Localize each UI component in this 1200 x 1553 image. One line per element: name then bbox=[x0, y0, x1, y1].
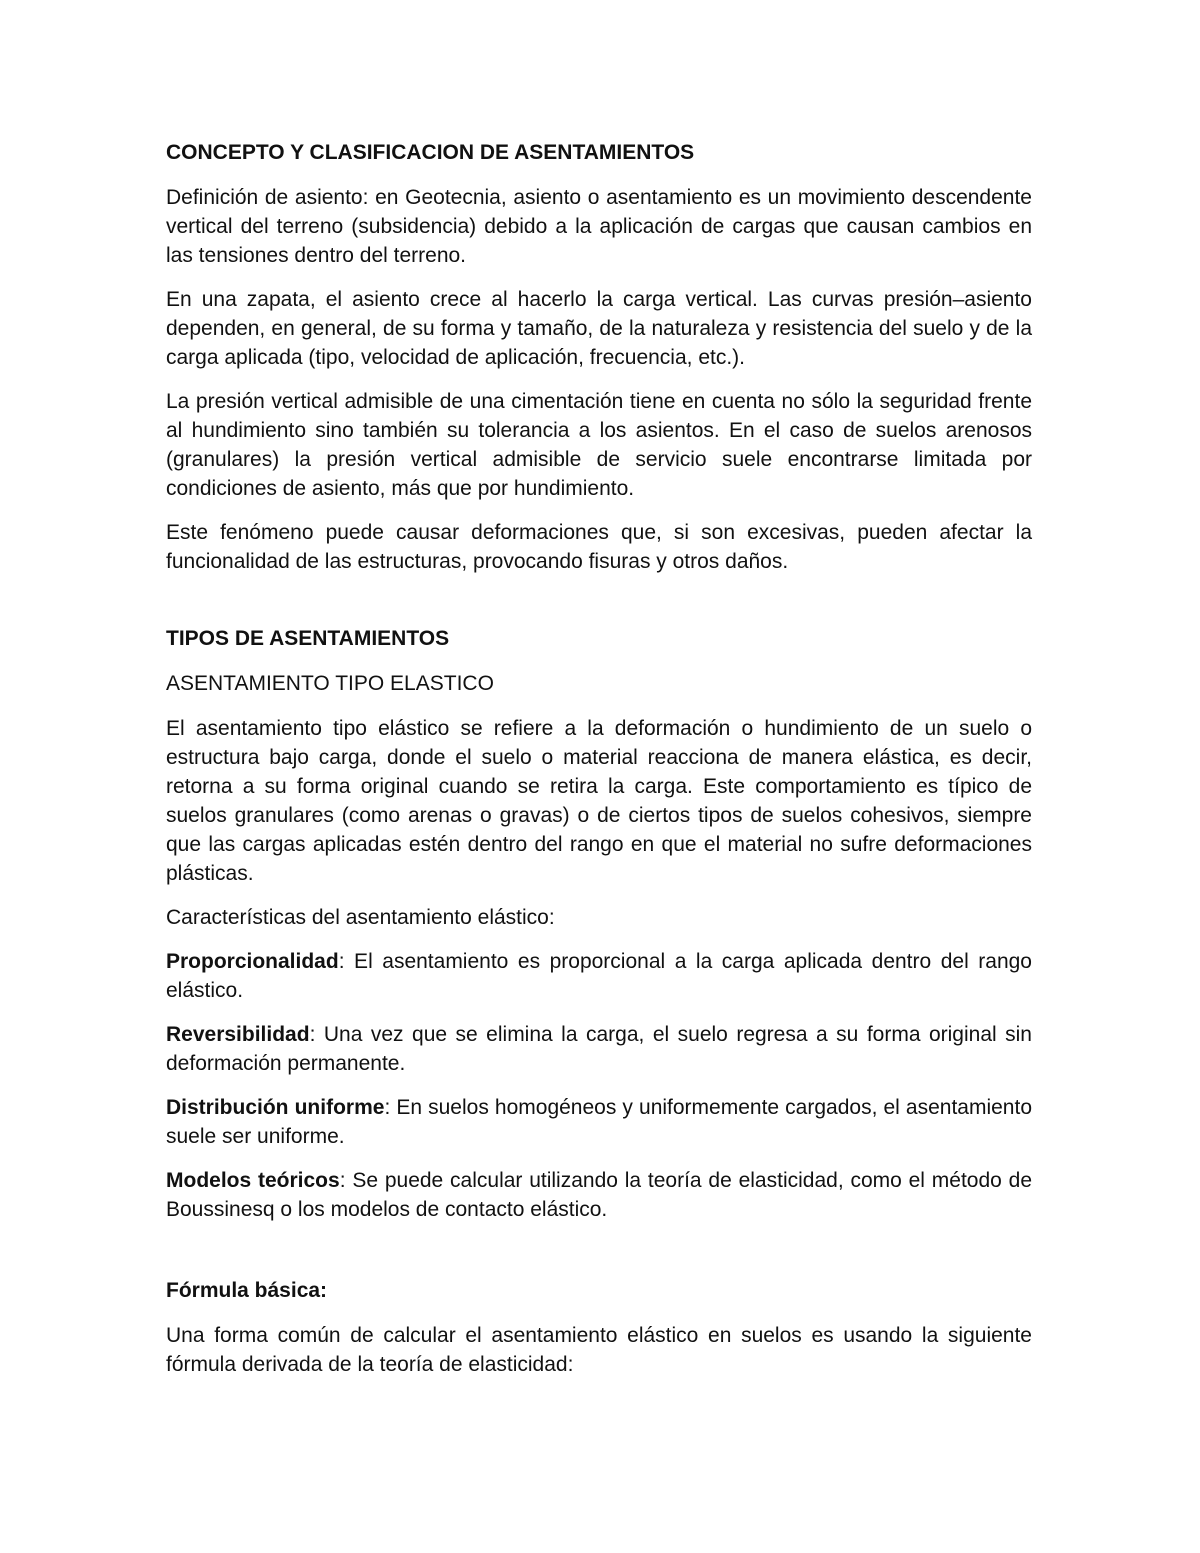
paragraph-formula-intro: Una forma común de calcular el asentamiento elástico en suelos es usando la siguiente fórmula derivada de la teoría de elasticidad: bbox=[166, 1324, 1032, 1376]
section-title-formula: Fórmula básica: bbox=[166, 1279, 328, 1302]
characteristic-term: Proporcionalidad bbox=[166, 950, 339, 973]
paragraph-elastico-intro: El asentamiento tipo elástico se refiere a la deformación o hundimiento de un suelo o estructura bajo carga, donde el suelo o material reacciona de manera elástica, es decir, retorna a su forma original cuando se retira la carga. Este comportamiento es típico de suelos granulares (como arenas o gravas) o de ciertos tipos de suelos cohesivos, siempre que las cargas aplicadas estén dentro del rango en que el material no sufre deformaciones plásticas. bbox=[166, 717, 1032, 885]
paragraph-presion: La presión vertical admisible de una cimentación tiene en cuenta no sólo la seguridad frente al hundimiento sino también su tolerancia a los asientos. En el caso de suelos arenosos (granulares) la presión vertical admisible de servicio suele encontrarse limitada por condiciones de asiento, más que por hundimiento. bbox=[166, 390, 1032, 500]
characteristic-item bbox=[166, 947, 1032, 1005]
section-title-concepto: CONCEPTO Y CLASIFICACION DE ASENTAMIENTOS bbox=[166, 141, 695, 164]
paragraph-zapata: En una zapata, el asiento crece al hacerlo la carga vertical. Las curvas presión–asiento dependen, en general, de su forma y tamaño, de la naturaleza y resistencia del suelo y de la carga aplicada (tipo, velocidad de aplicación, frecuencia, etc.). bbox=[166, 288, 1032, 369]
paragraph-definicion: Definición de asiento: en Geotecnia, asiento o asentamiento es un movimiento descendente vertical del terreno (subsidencia) debido a la aplicación de cargas que causan cambios en las tensiones dentro del terreno. bbox=[166, 186, 1032, 267]
characteristic-text: : El asentamiento es proporcional a la carga aplicada dentro del rango elástico. bbox=[166, 950, 1032, 1002]
characteristic-term: Reversibilidad bbox=[166, 1023, 310, 1046]
characteristic-term: Distribución uniforme bbox=[166, 1096, 385, 1119]
section-subtitle-elastico: ASENTAMIENTO TIPO ELASTICO bbox=[166, 672, 494, 695]
characteristic-item bbox=[166, 1093, 1032, 1151]
section-title-tipos: TIPOS DE ASENTAMIENTOS bbox=[166, 627, 450, 650]
characteristic-item bbox=[166, 1166, 1032, 1224]
characteristic-text: : En suelos homogéneos y uniformemente cargados, el asentamiento suele ser uniforme. bbox=[166, 1096, 1032, 1148]
characteristics-label: Características del asentamiento elástico: bbox=[166, 906, 555, 929]
characteristic-text: : Se puede calcular utilizando la teoría de elasticidad, como el método de Boussinesq o los modelos de contacto elástico. bbox=[166, 1169, 1032, 1221]
characteristic-term: Modelos teóricos bbox=[166, 1169, 340, 1192]
document-page bbox=[166, 138, 1032, 1379]
characteristic-text: : Una vez que se elimina la carga, el suelo regresa a su forma original sin deformación permanente. bbox=[166, 1023, 1032, 1075]
paragraph-fenomeno: Este fenómeno puede causar deformaciones que, si son excesivas, pueden afectar la funcionalidad de las estructuras, provocando fisuras y otros daños. bbox=[166, 521, 1032, 573]
characteristic-item bbox=[166, 1020, 1032, 1078]
